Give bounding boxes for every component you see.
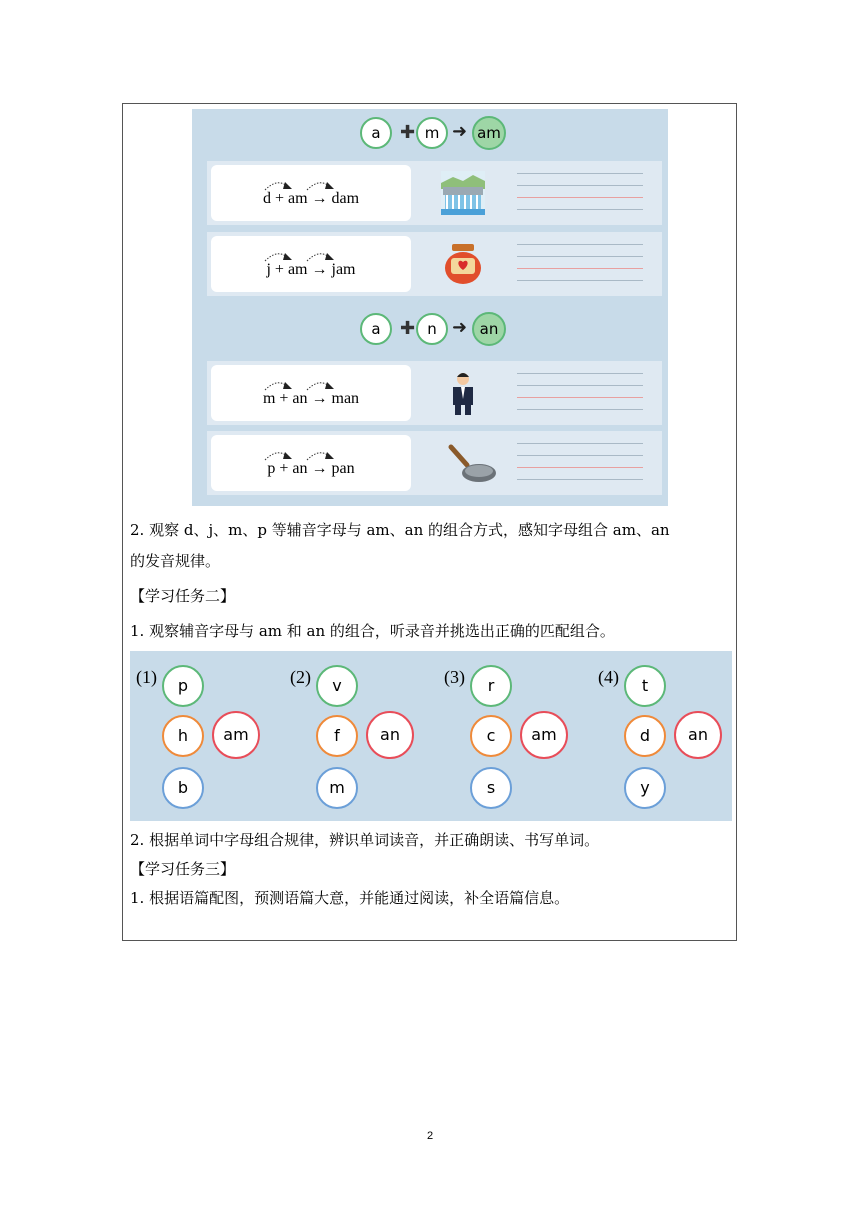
letter-circle: a — [360, 117, 392, 149]
writing-lines — [517, 443, 643, 483]
letter-bubble[interactable]: m — [316, 767, 358, 809]
letter-bubble[interactable]: r — [470, 665, 512, 707]
rime-bubble[interactable]: am — [212, 711, 260, 759]
matching-panel — [130, 651, 732, 821]
formula-card — [211, 435, 411, 491]
letter-bubble[interactable]: f — [316, 715, 358, 757]
plus-icon: ✚ — [400, 122, 416, 143]
match-group — [284, 651, 434, 821]
writing-lines — [517, 173, 643, 213]
paragraph-line: 1. 根据语篇配图，预测语篇大意，并能通过阅读，补全语篇信息。 — [130, 889, 570, 907]
page-number: 2 — [426, 1130, 434, 1142]
word-row-pan — [207, 431, 662, 495]
formula-text: m + an → man — [262, 390, 360, 407]
group-number: (1) — [136, 667, 157, 687]
rime-bubble[interactable]: am — [520, 711, 568, 759]
paragraph-line: 的发音规律。 — [130, 552, 221, 570]
letter-bubble[interactable]: v — [316, 665, 358, 707]
word-row-jam — [207, 232, 662, 296]
formula-card — [211, 236, 411, 292]
dam-icon — [439, 169, 487, 217]
rime-bubble[interactable]: an — [674, 711, 722, 759]
match-group — [130, 651, 280, 821]
letter-bubble[interactable]: h — [162, 715, 204, 757]
paragraph-line: 2. 观察 d、j、m、p 等辅音字母与 am、an 的组合方式，感知字母组合 am、an — [130, 521, 670, 539]
rime-bubble[interactable]: an — [366, 711, 414, 759]
letter-circle: m — [416, 117, 448, 149]
letter-bubble[interactable]: b — [162, 767, 204, 809]
combo-an — [360, 309, 510, 349]
writing-lines — [517, 373, 643, 413]
man-icon — [439, 369, 487, 417]
match-group — [592, 651, 742, 821]
result-circle: am — [472, 116, 506, 150]
group-number: (2) — [290, 667, 311, 687]
letter-bubble[interactable]: y — [624, 767, 666, 809]
formula-text: p + an → pan — [267, 460, 355, 477]
letter-bubble[interactable]: p — [162, 665, 204, 707]
section-title: 【学习任务二】 — [130, 587, 236, 605]
letter-bubble[interactable]: s — [470, 767, 512, 809]
plus-icon: ✚ — [400, 318, 416, 339]
formula-text: d + am → dam — [262, 190, 360, 207]
letter-circle: a — [360, 313, 392, 345]
arrow-right-icon: ➜ — [452, 317, 468, 338]
phonics-panel — [192, 109, 668, 506]
writing-lines — [517, 244, 643, 284]
formula-card — [211, 165, 411, 221]
paragraph-line: 1. 观察辅音字母与 am 和 an 的组合，听录音并挑选出正确的匹配组合。 — [130, 622, 615, 640]
group-number: (3) — [444, 667, 465, 687]
combo-am — [360, 113, 510, 153]
group-number: (4) — [598, 667, 619, 687]
result-circle: an — [472, 312, 506, 346]
arrow-right-icon: ➜ — [452, 121, 468, 142]
word-row-dam — [207, 161, 662, 225]
letter-bubble[interactable]: t — [624, 665, 666, 707]
letter-circle: n — [416, 313, 448, 345]
letter-bubble[interactable]: d — [624, 715, 666, 757]
formula-card — [211, 365, 411, 421]
match-group — [438, 651, 588, 821]
pan-icon — [445, 439, 501, 487]
paragraph-line: 2. 根据单词中字母组合规律，辨识单词读音，并正确朗读、书写单词。 — [130, 831, 600, 849]
jam-jar-icon — [439, 240, 487, 288]
section-title: 【学习任务三】 — [130, 860, 236, 878]
formula-text: j + am → jam — [266, 261, 356, 278]
letter-bubble[interactable]: c — [470, 715, 512, 757]
word-row-man — [207, 361, 662, 425]
